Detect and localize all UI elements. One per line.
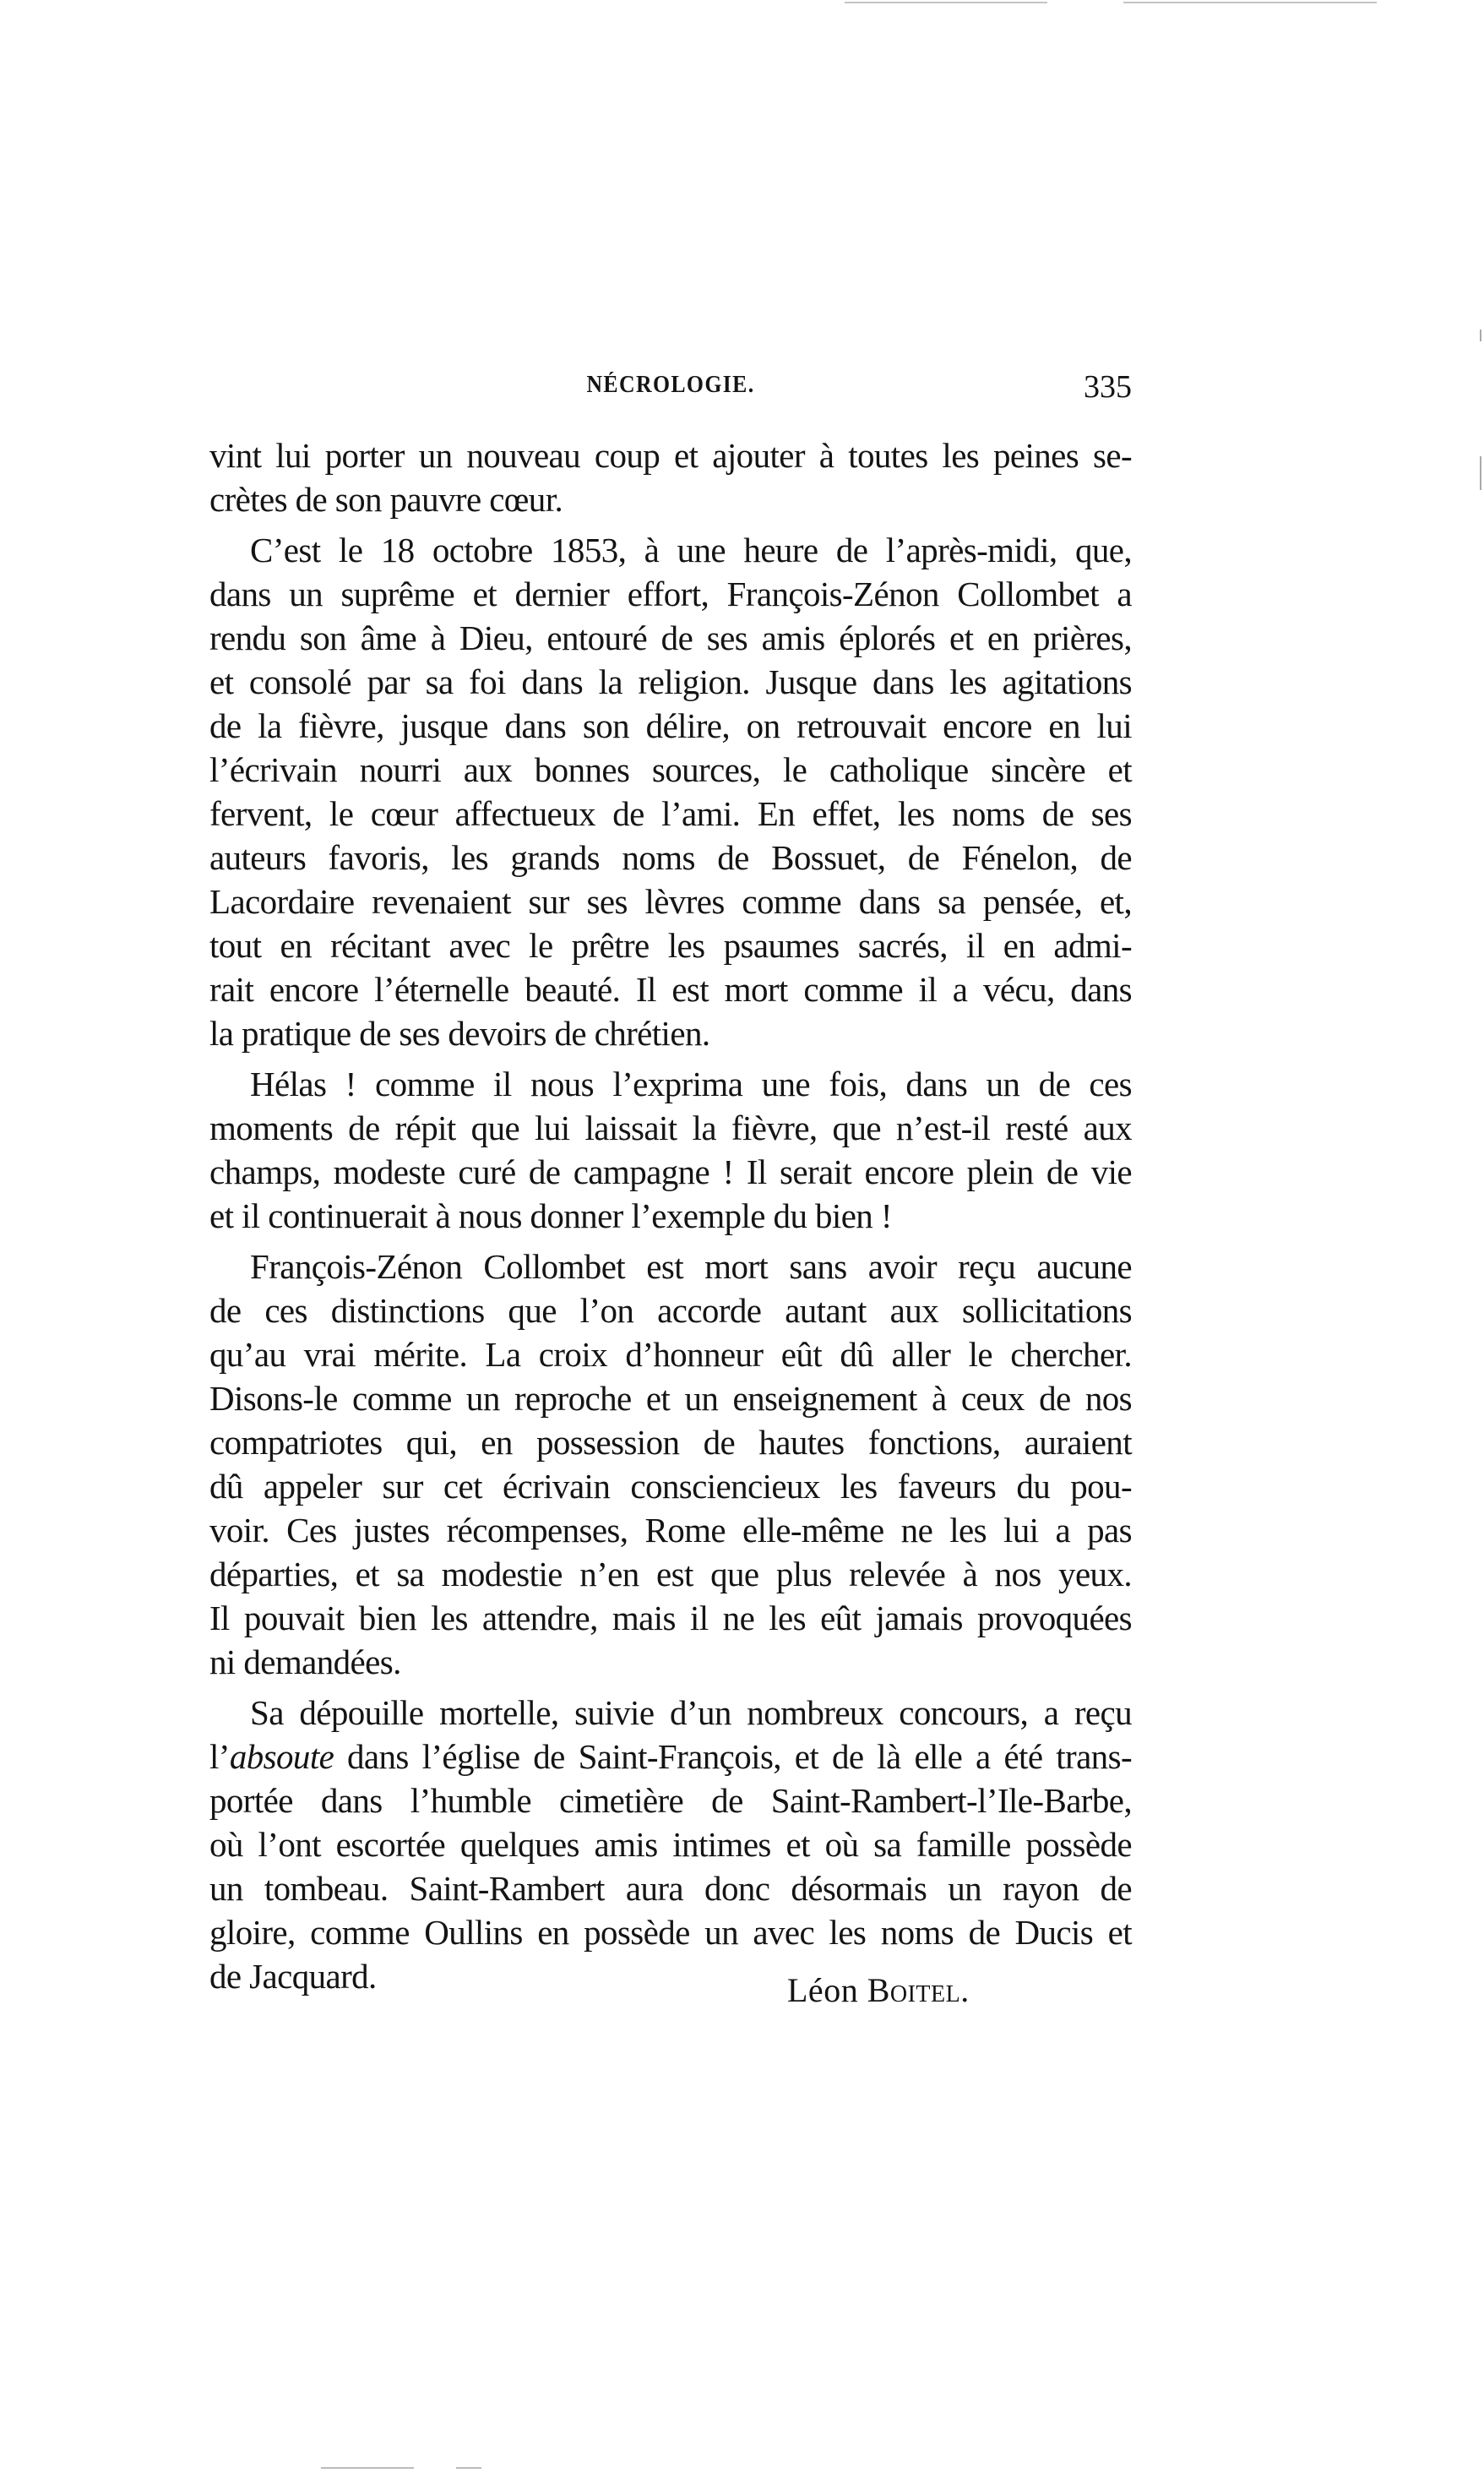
scan-artifact-top [845, 2, 1047, 3]
text-line: Disons-le comme un reproche et un enseignement à ceux de nos [209, 1379, 1132, 1418]
scan-artifact-bottom [321, 2467, 414, 2469]
text-line: fervent, le cœur affectueux de l’ami. En effet, les noms de ses [209, 794, 1132, 833]
text-line: et consolé par sa foi dans la religion. Jusque dans les agitations [209, 662, 1132, 701]
text-line: voir. Ces justes récompenses, Rome elle-même ne les lui a pas [209, 1511, 1132, 1550]
text-line: Hélas ! comme il nous l’exprima une fois, dans un de ces [250, 1065, 1132, 1103]
text-line: dans un suprême et dernier effort, François-Zénon Collombet a [209, 575, 1132, 613]
text-line: moments de répit que lui laissait la fièvre, que n’est-il resté aux [209, 1108, 1132, 1147]
text-line: l’écrivain nourri aux bonnes sources, le catholique sincère et [209, 750, 1132, 789]
text-line: de la fièvre, jusque dans son délire, on retrouvait encore en lui [209, 706, 1132, 745]
text-line: rait encore l’éternelle beauté. Il est mort comme il a vécu, dans [209, 970, 1132, 1009]
text-line-with-italic [209, 1735, 1132, 1778]
text-fragment: l’ [209, 1737, 230, 1776]
page-number: 335 [1084, 369, 1132, 405]
text-line: la pratique de ses devoirs de chrétien. [209, 1014, 710, 1053]
author-signature [787, 1970, 970, 2010]
text-line: crètes de son pauvre cœur. [209, 480, 563, 519]
text-line: compatriotes qui, en possession de hautes fonctions, auraient [209, 1423, 1132, 1462]
text-line: tout en récitant avec le prêtre les psaumes sacrés, il en admi- [209, 926, 1132, 965]
text-line: champs, modeste curé de campagne ! Il serait encore plein de vie [209, 1152, 1132, 1191]
author-first-name: Léon [787, 1971, 859, 2009]
running-title: NÉCROLOGIE. [586, 372, 755, 398]
text-line: où l’ont escortée quelques amis intimes et où sa famille possède [209, 1825, 1132, 1864]
text-line: portée dans l’humble cimetière de Saint-Rambert-l’Ile-Barbe, [209, 1781, 1132, 1820]
text-line: Il pouvait bien les attendre, mais il ne les eût jamais provoquées [209, 1599, 1132, 1637]
scan-artifact-right [1480, 330, 1481, 341]
text-line: rendu son âme à Dieu, entouré de ses amis éplorés et en prières, [209, 618, 1132, 657]
text-line: vint lui porter un nouveau coup et ajouter à toutes les peines se- [209, 436, 1132, 475]
text-line: Sa dépouille mortelle, suivie d’un nombreux concours, a reçu [250, 1693, 1132, 1732]
running-header [209, 369, 1132, 414]
article-body [209, 433, 1132, 1998]
text-line: François-Zénon Collombet est mort sans avoir reçu aucune [250, 1247, 1132, 1286]
text-line: un tombeau. Saint-Rambert aura donc désormais un rayon de [209, 1869, 1132, 1908]
text-line: dû appeler sur cet écrivain consciencieux les faveurs du pou- [209, 1467, 1132, 1506]
scan-artifact-bottom [456, 2467, 481, 2469]
scan-artifact-top [1123, 2, 1377, 3]
text-line: et il continuerait à nous donner l’exemple du bien ! [209, 1196, 892, 1235]
text-line: ni demandées. [209, 1642, 401, 1681]
text-line: auteurs favoris, les grands noms de Bossuet, de Fénelon, de [209, 838, 1132, 877]
scan-artifact-right [1480, 456, 1481, 490]
text-line: de ces distinctions que l’on accorde autant aux sollicitations [209, 1291, 1132, 1330]
text-line: Lacordaire revenaient sur ses lèvres comme dans sa pensée, et, [209, 882, 1132, 921]
text-line: qu’au vrai mérite. La croix d’honneur eût dû aller le chercher. [209, 1335, 1132, 1374]
author-last-name: Boitel. [867, 1971, 970, 2009]
text-line: gloire, comme Oullins en possède un avec les noms de Ducis et [209, 1913, 1132, 1952]
text-line: C’est le 18 octobre 1853, à une heure de l’après-midi, que, [250, 531, 1132, 569]
text-fragment: dans l’église de Saint-François, et de là elle a été trans- [347, 1737, 1132, 1776]
italic-term: absoute [229, 1737, 334, 1776]
text-line: de Jacquard. [209, 1957, 377, 1996]
text-line: départies, et sa modestie n’en est que plus relevée à nos yeux. [209, 1555, 1132, 1593]
